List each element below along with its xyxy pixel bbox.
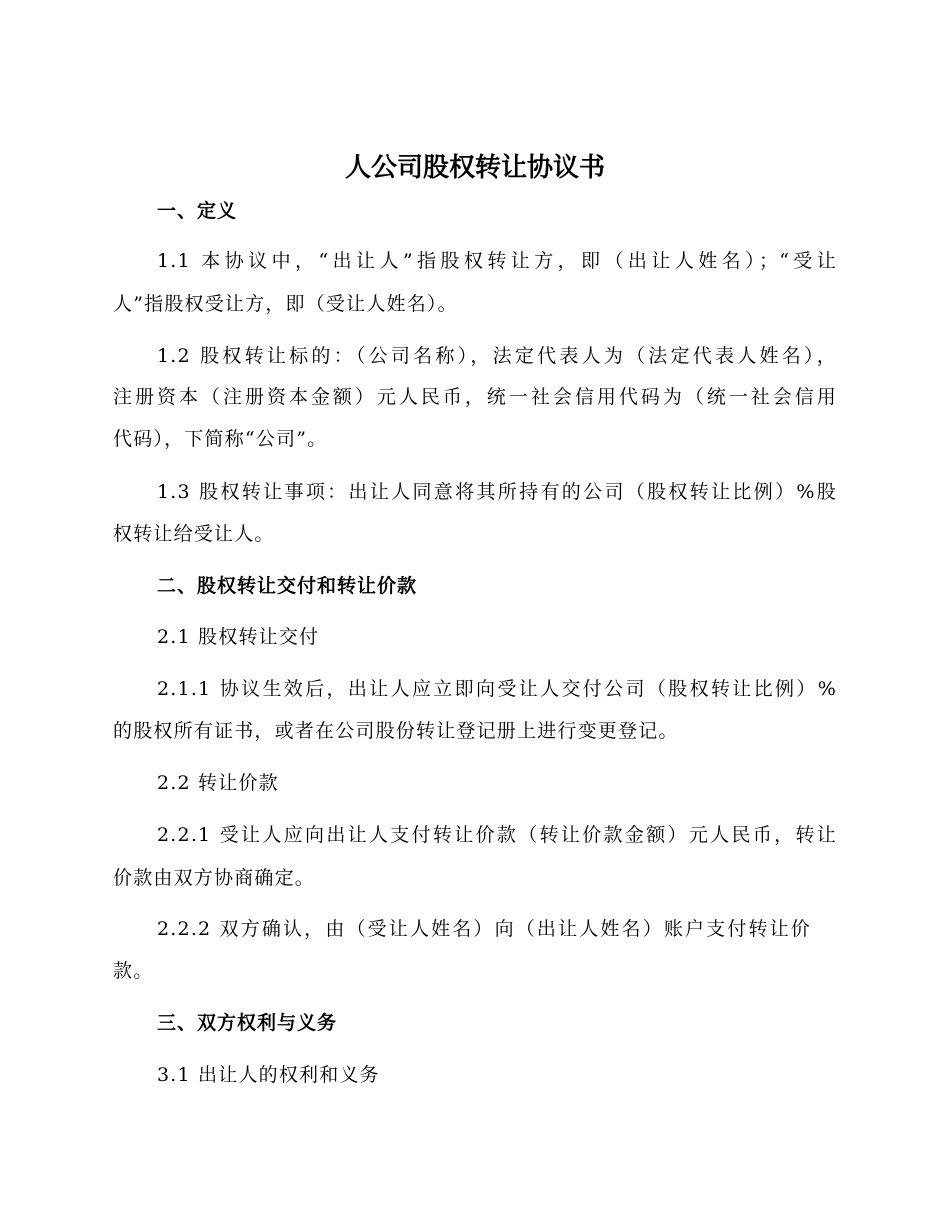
paragraph-2-2-1-line-2: 价款由双方协商确定。	[113, 867, 316, 889]
paragraph-2-1-1-line-2: 的股权所有证书，或者在公司股份转让登记册上进行变更登记。	[113, 720, 679, 742]
paragraph-2-2-1-line-1: 2.2.1 受让人应向出让人支付转让价款（转让价款金额）元人民币，转让	[157, 824, 837, 846]
paragraph-2-1: 2.1 股权转让交付	[157, 626, 320, 648]
paragraph-1-2-line-3: 代码），下简称“公司”。	[113, 428, 328, 450]
section-heading-rights-obligations: 三、双方权利与义务	[157, 1012, 338, 1034]
paragraph-1-2-line-1: 1.2 股权转让标的：（公司名称），法定代表人为（法定代表人姓名），	[157, 345, 837, 367]
document-title: 人公司股权转让协议书	[344, 153, 605, 183]
paragraph-1-1-line-1: 1.1 本协议中，“出让人”指股权转让方，即（出让人姓名）；“受让	[157, 250, 837, 272]
paragraph-3-1: 3.1 出让人的权利和义务	[157, 1064, 380, 1086]
paragraph-1-2-line-2: 注册资本（注册资本金额）元人民币，统一社会信用代码为（统一社会信用	[113, 386, 837, 408]
paragraph-2-2-2-line-2: 款。	[113, 960, 154, 982]
paragraph-2-1-1-line-1: 2.1.1 协议生效后，出让人应立即向受让人交付公司（股权转让比例）%	[157, 678, 837, 700]
section-heading-transfer: 二、股权转让交付和转让价款	[157, 575, 418, 597]
paragraph-1-3-line-2: 权转让给受让人。	[113, 523, 275, 545]
paragraph-1-3-line-1: 1.3 股权转让事项：出让人同意将其所持有的公司（股权转让比例）%股	[157, 481, 837, 503]
section-heading-definitions: 一、定义	[157, 200, 238, 222]
paragraph-2-2: 2.2 转让价款	[157, 772, 279, 794]
paragraph-2-2-2-line-1: 2.2.2 双方确认，由（受让人姓名）向（出让人姓名）账户支付转让价	[157, 918, 811, 940]
paragraph-1-1-line-2: 人”指股权受让方，即（受让人姓名）。	[113, 293, 458, 315]
